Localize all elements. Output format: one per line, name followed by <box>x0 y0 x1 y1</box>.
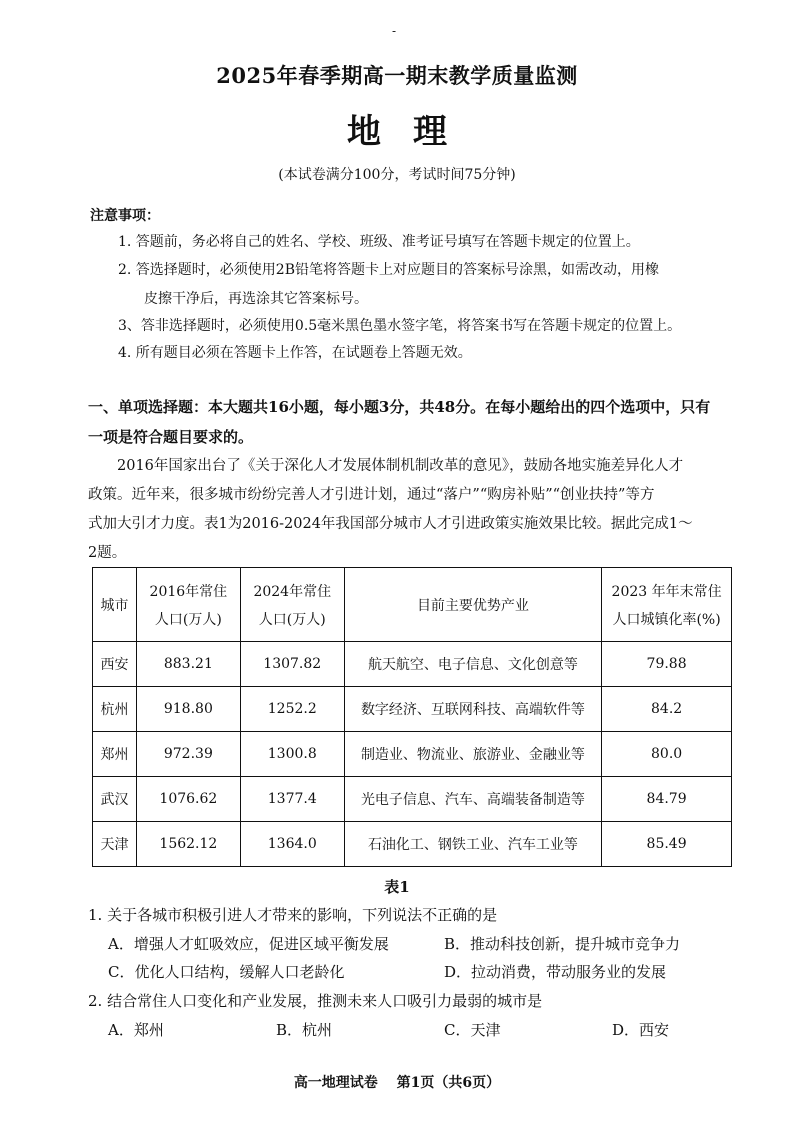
data-table <box>92 567 732 867</box>
cell-city: 杭州 <box>93 687 137 732</box>
question-2-option-c: C．天津 <box>444 1021 501 1039</box>
question-2-option-b: B．杭州 <box>276 1021 333 1039</box>
cell-industry: 光电子信息、汽车、高端装备制造等 <box>344 777 601 822</box>
cell-pop2016: 883.21 <box>136 642 240 687</box>
header-urbanization <box>602 568 732 642</box>
header-industry: 目前主要优势产业 <box>344 568 601 642</box>
notice-item-1: 1. 答题前，务必将自己的姓名、学校、班级、准考证号填写在答题卡规定的位置上。 <box>118 234 640 250</box>
section-heading-line2: 一项是符合题目要求的。 <box>88 428 254 446</box>
header-urban-line2: 人口城镇化率(%) <box>612 611 721 628</box>
cell-city: 天津 <box>93 822 137 867</box>
cell-city: 郑州 <box>93 732 137 777</box>
question-1-option-b: B．推动科技创新，提升城市竞争力 <box>444 935 681 953</box>
cell-pop2024: 1364.0 <box>240 822 344 867</box>
cell-pop2024: 1377.4 <box>240 777 344 822</box>
header-urban-line1: 2023 年年末常住 <box>611 583 722 600</box>
header-city: 城市 <box>93 568 137 642</box>
table-row <box>93 687 732 732</box>
cell-city: 武汉 <box>93 777 137 822</box>
question-2-option-a: A．郑州 <box>108 1021 164 1039</box>
cell-pop2024: 1252.2 <box>240 687 344 732</box>
cell-urban: 79.88 <box>602 642 732 687</box>
table-caption: 表1 <box>384 878 410 896</box>
notice-title: 注意事项： <box>90 208 160 224</box>
cell-city: 西安 <box>93 642 137 687</box>
header-pop2024-line2: 人口(万人) <box>258 611 326 628</box>
cell-industry: 航天航空、电子信息、文化创意等 <box>344 642 601 687</box>
table-row <box>93 732 732 777</box>
question-1-option-a: A．增强人才虹吸效应，促进区域平衡发展 <box>108 935 389 953</box>
cell-pop2016: 1076.62 <box>136 777 240 822</box>
question-2-stem: 2. 结合常住人口变化和产业发展，推测未来人口吸引力最弱的城市是 <box>88 992 543 1010</box>
header-pop2024 <box>240 568 344 642</box>
passage-line1: 2016年国家出台了《关于深化人才发展体制机制改革的意见》，鼓励各地实施差异化人才 <box>117 458 684 474</box>
page-footer: 高一地理试卷 第1页（共6页） <box>293 1075 501 1091</box>
cell-urban: 84.79 <box>602 777 732 822</box>
exam-title: 2025年春季期高一期末教学质量监测 <box>216 63 578 88</box>
cell-industry: 石油化工、钢铁工业、汽车工业等 <box>344 822 601 867</box>
table-row <box>93 777 732 822</box>
cell-urban: 80.0 <box>602 732 732 777</box>
subject-title: 地理 <box>347 112 479 152</box>
cell-pop2024: 1300.8 <box>240 732 344 777</box>
passage-line2: 政策。近年来，很多城市纷纷完善人才引进计划，通过“落户”“购房补贴”“创业扶持”等方 <box>88 487 655 503</box>
exam-meta: (本试卷满分100分，考试时间75分钟) <box>278 167 516 183</box>
section-heading-line1: 一、单项选择题：本大题共16小题，每小题3分，共48分。在每小题给出的四个选项中，只有 <box>88 398 711 416</box>
cell-pop2016: 1562.12 <box>136 822 240 867</box>
table-header-row <box>93 568 732 642</box>
question-2-option-d: D．西安 <box>612 1021 670 1039</box>
cell-pop2016: 972.39 <box>136 732 240 777</box>
header-pop2016 <box>136 568 240 642</box>
notice-item-4: 4. 所有题目必须在答题卡上作答，在试题卷上答题无效。 <box>118 345 472 361</box>
notice-item-2: 2. 答选择题时，必须使用2B铅笔将答题卡上对应题目的答案标号涂黑，如需改动，用橡 <box>118 262 660 278</box>
header-pop2024-line1: 2024年常住 <box>253 583 332 600</box>
cell-urban: 84.2 <box>602 687 732 732</box>
question-1-stem: 1. 关于各城市积极引进人才带来的影响，下列说法不正确的是 <box>88 906 498 924</box>
passage-line4: 2题。 <box>88 545 127 561</box>
question-1-option-c: C．优化人口结构，缓解人口老龄化 <box>108 963 345 981</box>
cell-urban: 85.49 <box>602 822 732 867</box>
cell-pop2016: 918.80 <box>136 687 240 732</box>
notice-item-2-cont: 皮擦干净后，再选涂其它答案标号。 <box>144 291 368 307</box>
cell-pop2024: 1307.82 <box>240 642 344 687</box>
cell-industry: 数字经济、互联网科技、高端软件等 <box>344 687 601 732</box>
header-pop2016-line1: 2016年常住 <box>149 583 228 600</box>
passage-line3: 式加大引才力度。表1为2016-2024年我国部分城市人才引进政策实施效果比较。据此完成1～ <box>88 516 693 532</box>
table-row <box>93 822 732 867</box>
notice-item-3: 3、答非选择题时，必须使用0.5毫米黑色墨水签字笔，将答案书写在答题卡规定的位置上。 <box>118 318 682 334</box>
question-1-option-d: D．拉动消费，带动服务业的发展 <box>444 963 667 981</box>
header-pop2016-line2: 人口(万人) <box>154 611 222 628</box>
cell-industry: 制造业、物流业、旅游业、金融业等 <box>344 732 601 777</box>
top-mark: - <box>392 24 397 38</box>
table-row <box>93 642 732 687</box>
